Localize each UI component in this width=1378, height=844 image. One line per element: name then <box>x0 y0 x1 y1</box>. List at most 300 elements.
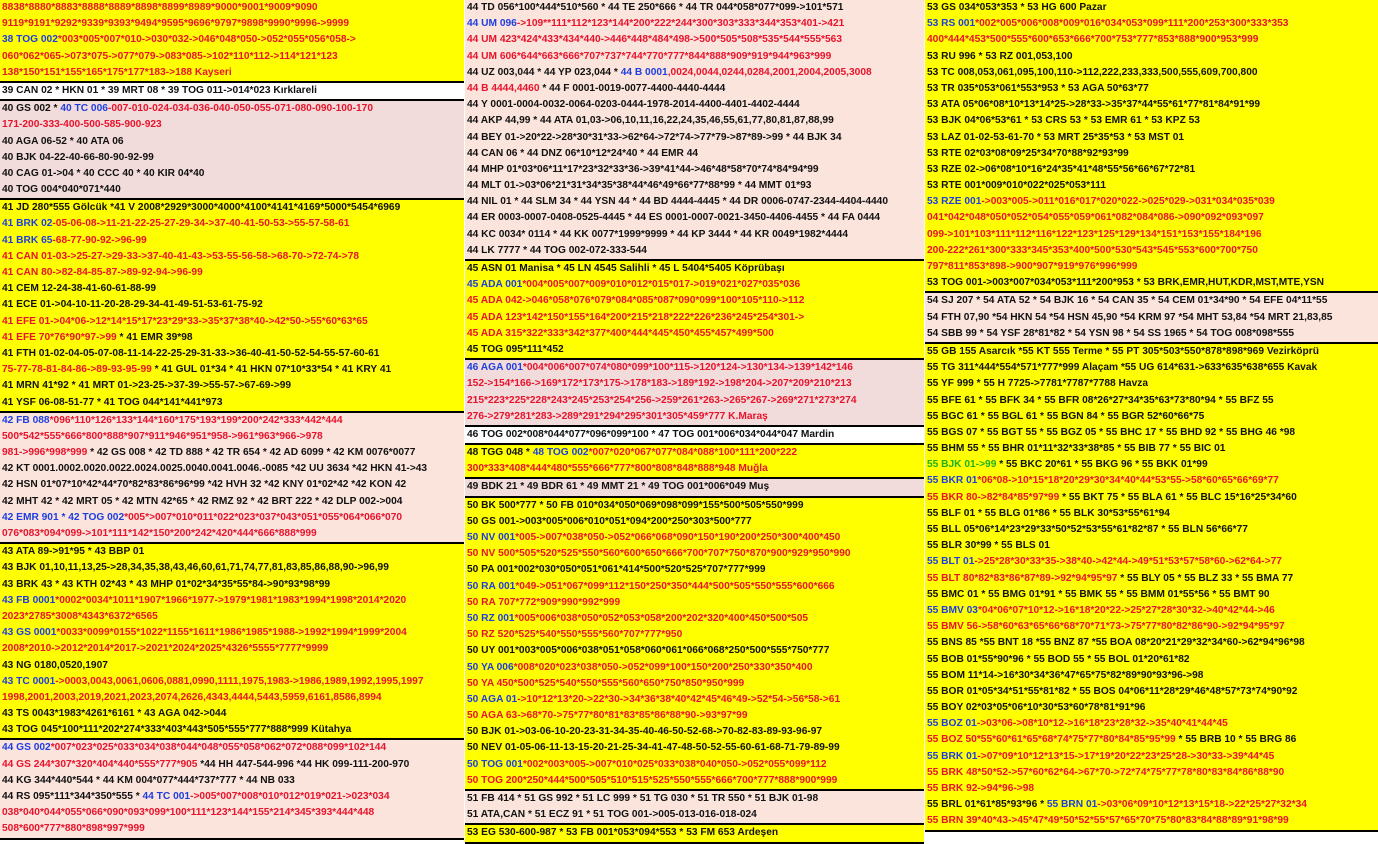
cell-line <box>925 603 1378 619</box>
text-segment: 44 TC 001 <box>142 791 191 802</box>
cell-line <box>0 461 464 477</box>
cell-line <box>465 65 924 81</box>
text-segment: *06*08->10*15*18*20*29*30*34*40*44*53*55->58*60*65*66*69*77 <box>977 475 1279 487</box>
cell-line <box>465 514 924 530</box>
cell-line <box>465 791 924 807</box>
text-segment: 55 BRN 01 <box>1046 799 1098 811</box>
cell-line <box>465 342 924 358</box>
cell-line <box>465 479 924 495</box>
cell-line <box>465 243 924 259</box>
text-segment: *0033*0099*0155*1022*1155*1611*1986*1985*1988->1992*1994*1999*2004 <box>56 627 407 639</box>
text-segment: 43 NG 0180,0520,1907 <box>2 659 108 671</box>
text-segment: *002*005*006*008*009*016*034*053*099*111*200*253*300*333*353 <box>975 18 1289 30</box>
cell-line <box>925 635 1378 651</box>
text-segment: 55 BHM 55 * 55 BHR 01*11*32*33*38*85 * 55 BIB 77 * 55 BIC 01 <box>927 443 1226 455</box>
cell-line <box>0 362 464 378</box>
cell-line <box>465 773 924 789</box>
cell-line <box>925 259 1378 275</box>
text-segment: 53 GS 034*053*353 * 53 HG 600 Pazar <box>927 2 1107 13</box>
text-segment: 55 TG 311*444*554*571*777*999 Alaçam *55 UG 614*631->633*635*638*655 Kavak <box>927 362 1318 374</box>
text-segment: 41 ECE 01->04-10-11-20-28-29-34-41-49-51-53-61-75-92 <box>2 299 263 311</box>
text-segment: * 55 BRB 10 * 55 BRG 86 <box>1175 734 1297 746</box>
text-segment: 55 BGC 61 * 55 BGL 61 * 55 BGN 84 * 55 BGR 52*60*66*75 <box>927 410 1205 422</box>
text-segment: 40 TC 006 <box>60 103 108 115</box>
text-segment: 55 BMV 03 <box>927 604 978 616</box>
text-segment: 152->154*166->169*172*173*175->178*183->189*192->198*204->207*209*210*213 <box>467 378 852 390</box>
text-segment: 50 RZ 001 <box>467 612 515 624</box>
cell-line <box>465 724 924 740</box>
text-segment: ->03*06->08*10*12->16*18*23*28*32->35*40*41*44*45 <box>976 718 1228 730</box>
text-segment: 44 MHP 01*03*06*11*17*23*32*33*36->39*41*44->46*48*58*70*74*84*94*99 <box>467 163 819 175</box>
text-segment: 981->996*998*999 <box>2 447 88 459</box>
text-segment: 41 EFE 70*76*90*97->99 <box>2 331 117 343</box>
cell-line <box>925 130 1378 146</box>
cell-line <box>0 166 464 182</box>
text-segment: 55 BGS 07 * 55 BGT 55 * 55 BGZ 05 * 55 BHC 17 * 55 BHD 92 * 55 BHG 46 *98 <box>927 426 1296 438</box>
text-segment: 46 TOG 002*008*044*077*096*099*100 * 47 TOG 001*006*034*044*047 Mardin <box>467 428 835 440</box>
cell-block <box>925 293 1378 344</box>
text-segment: *005*006*038*050*052*053*058*200*202*320*400*450*500*505 <box>514 612 809 624</box>
text-segment: 55 BNS 85 *55 BNT 18 *55 BNZ 87 *55 BOA 08*20*21*29*32*34*60->62*94*96*98 <box>927 637 1305 649</box>
text-segment: 55 BOM 11*14->16*30*34*36*47*65*75*82*89*90*93*96->98 <box>927 669 1204 681</box>
cell-line <box>925 571 1378 587</box>
cell-line <box>0 577 464 593</box>
column-middle <box>465 0 924 839</box>
cell-line <box>465 261 924 277</box>
text-segment: 171-200-333-400-500-585-900-923 <box>2 119 162 131</box>
cell-line <box>925 65 1378 81</box>
cell-line <box>0 281 464 297</box>
cell-line <box>465 81 924 97</box>
text-segment: ->25*28*30*33*35->38*40->42*44->49*51*53*57*58*60->62*64->77 <box>974 556 1282 568</box>
cell-line <box>465 530 924 546</box>
text-segment: 43 TC 0001 <box>2 675 56 687</box>
text-segment: 55 BRK 92->94*96->98 <box>927 783 1035 794</box>
text-segment: ->07*09*10*12*13*15->17*19*20*22*23*25*28->30*33->39*44*45 <box>977 750 1275 762</box>
text-segment: 43 BJK 01,10,11,13,25->28,34,35,38,43,46,60,61,71,74,77,81,83,85,86,88,90->96,99 <box>2 562 389 574</box>
text-segment: 44 AKP 44,99 * 44 ATA 01,03->06,10,11,16,22,24,35,46,55,61,77,80,81,87,88,99 <box>467 115 834 127</box>
cell-line <box>0 773 464 789</box>
cell-line <box>0 65 464 81</box>
text-segment: 41 MRN 41*92 * 41 MRT 01->23-25->37-39->55-57->67-69->99 <box>2 380 292 392</box>
cell-block <box>0 0 464 83</box>
cell-line <box>925 81 1378 97</box>
text-segment: 53 BJK 04*06*53*61 * 53 CRS 53 * 53 EMR 61 * 53 KPZ 53 <box>927 115 1200 127</box>
cell-block <box>0 200 464 412</box>
cell-line <box>465 277 924 293</box>
cell-line <box>925 310 1378 326</box>
cell-line <box>465 409 924 425</box>
text-segment: *004*005*007*009*010*012*015*017->019*021*027*035*036 <box>522 279 801 291</box>
cell-line <box>0 346 464 362</box>
cell-line <box>465 676 924 692</box>
text-segment: 53 RTE 02*03*08*09*25*34*70*88*92*93*99 <box>927 147 1129 159</box>
text-segment: 40 CAG 01->04 * 40 CCC 40 * 40 KIR 04*40 <box>2 167 205 179</box>
text-segment: 44 MLT 01->03*06*21*31*34*35*38*44*46*49*66*77*88*99 * 44 MMT 01*93 <box>467 180 812 192</box>
text-segment: 400*444*453*500*555*600*653*666*700*753*777*853*888*900*953*999 <box>927 34 1259 46</box>
text-segment: 44 RS 095*111*344*350*555 * <box>2 791 143 802</box>
text-segment: 44 B 0001 <box>620 66 668 78</box>
cell-block <box>0 413 464 545</box>
cell-line <box>925 97 1378 113</box>
text-segment: ,0024,0044,0244,0284,2001,2004,2005,3008 <box>667 66 872 78</box>
cell-line <box>465 692 924 708</box>
text-segment: 40 AGA 06-52 * 40 ATA 06 <box>2 135 124 147</box>
text-segment: 215*223*225*228*243*245*253*254*256->259*261*263->265*267->269*271*273*274 <box>467 394 857 406</box>
text-segment: 44 CAN 06 * 44 DNZ 06*10*12*24*40 * 44 EMR 44 <box>467 147 699 159</box>
text-segment: 55 BLF 01 * 55 BLG 01*86 * 55 BLK 30*53*55*61*94 <box>927 507 1170 519</box>
cell-line <box>465 393 924 409</box>
cell-line <box>0 789 464 805</box>
cell-line <box>925 425 1378 441</box>
cell-line <box>0 378 464 394</box>
cell-line <box>0 249 464 265</box>
cell-line <box>925 538 1378 554</box>
text-segment: 41 CAN 80->82-84-85-87->89-92-94->96-99 <box>2 267 203 278</box>
cell-line <box>0 674 464 690</box>
text-segment: 50 NV 001 <box>467 532 516 543</box>
cell-line <box>0 805 464 821</box>
text-segment: 138*150*151*155*165*175*177*183->188 Kayseri <box>2 66 232 78</box>
cell-line <box>465 740 924 756</box>
text-segment: 55 GB 155 Asarcık *55 KT 555 Terme * 55 PT 305*503*550*878*898*969 Vezirköprü <box>927 345 1319 357</box>
cell-line <box>925 113 1378 129</box>
cell-line <box>925 619 1378 635</box>
text-segment: 55 BLR 30*99 * 55 BLS 01 <box>927 540 1050 552</box>
cell-line <box>465 310 924 326</box>
cell-line <box>0 314 464 330</box>
cell-line <box>465 376 924 392</box>
text-segment: *008*020*023*038*050->052*099*100*150*200*250*330*350*400 <box>513 661 813 673</box>
text-segment: 55 BOR 01*05*34*51*55*81*82 * 55 BOS 04*06*11*28*29*46*48*57*73*74*90*92 <box>927 685 1298 697</box>
text-segment: 41 CEM 12-24-38-41-60-61-88-99 <box>2 283 157 295</box>
text-segment: 55 BOZ 01 <box>927 718 977 730</box>
text-segment: 276->279*281*283->289*291*294*295*301*305*459*777 K.Maraş <box>467 410 768 422</box>
cell-line <box>0 150 464 166</box>
cell-line <box>0 494 464 510</box>
text-segment: 40 GS 002 * <box>2 103 61 115</box>
text-segment: *007*023*025*033*034*038*044*048*055*058*062*072*088*099*102*144 <box>50 742 387 754</box>
text-segment: 44 LK 7777 * 44 TOG 002-072-333-544 <box>467 244 647 256</box>
cell-line <box>465 113 924 129</box>
text-segment: 55 BOY 02*03*05*06*10*30*53*60*78*81*91*96 <box>927 702 1146 714</box>
cell-line <box>925 441 1378 457</box>
text-segment: ->109**111*112*123*144*200*222*244*300*303*333*344*353*401->421 <box>516 18 845 30</box>
text-segment: *004*006*007*074*080*099*100*115->120*124->130*134->139*142*146 <box>522 362 853 374</box>
text-segment: 51 FB 414 * 51 GS 992 * 51 LC 999 * 51 TG 030 * 51 TR 550 * 51 BJK 01-98 <box>467 793 819 804</box>
text-segment: * 44 F 0001-0019-0077-4400-4440-4444 <box>539 82 726 94</box>
text-segment: *003*005*007*010->030*032->046*048*050->052*055*056*058-> <box>57 34 356 46</box>
cell-line <box>0 413 464 429</box>
cell-line <box>0 625 464 641</box>
text-segment: *002*003*005->007*010*025*033*038*040*050->052*055*099*112 <box>522 758 827 770</box>
cell-line <box>0 560 464 576</box>
cell-line <box>0 16 464 32</box>
cell-line <box>925 376 1378 392</box>
text-segment: 50 RA 707*772*909*990*992*999 <box>467 596 621 608</box>
text-segment: 55 BRL 01*61*85*93*96 * <box>927 799 1047 811</box>
text-segment: 40 BJK 04-22-40-66-80-90-92-99 <box>2 151 154 163</box>
cell-line <box>0 445 464 461</box>
cell-line <box>925 194 1378 210</box>
cell-line <box>0 216 464 232</box>
text-segment: 50 BJK 01->03-06-10-20-23-31-34-35-40-46-50-52-68->70-82-83-89-93-96-97 <box>467 726 823 738</box>
text-segment: 44 GS 002 <box>2 742 51 754</box>
text-segment: 50 UY 001*003*005*006*038*051*058*060*061*066*068*250*500*555*750*777 <box>467 645 830 657</box>
text-segment: 060*062*065->073*075->077*079->083*085->102*110*112->114*121*123 <box>2 50 338 62</box>
cell-line <box>925 146 1378 162</box>
text-segment: 55 BRK 01 <box>927 750 978 762</box>
text-segment: ->005*007*008*010*012*019*021->023*034 <box>190 791 390 802</box>
cell-block <box>465 479 924 497</box>
cell-line <box>925 765 1378 781</box>
text-segment: 041*042*048*050*052*054*055*059*061*082*084*086->090*092*093*097 <box>927 212 1264 224</box>
text-segment: 50 BK 500*777 * 50 FB 010*034*050*069*098*099*155*500*505*550*999 <box>467 499 804 511</box>
cell-line <box>925 652 1378 668</box>
text-segment: 43 BRK 43 * 43 KTH 02*43 * 43 MHP 01*02*34*35*55*84->90*93*98*99 <box>2 578 331 590</box>
text-segment: 55 BKR 01 <box>927 475 978 487</box>
text-segment: 076*083*094*099->101*111*142*150*200*242*420*444*666*888*999 <box>2 528 317 539</box>
cell-line <box>925 473 1378 489</box>
text-segment: *44 HH 447-544-996 *44 HK 099-111-200-970 <box>197 758 410 770</box>
cell-line <box>465 579 924 595</box>
cell-line <box>925 813 1378 829</box>
cell-line <box>465 445 924 461</box>
text-segment: *096*110*126*133*144*160*175*193*199*200*242*333*442*444 <box>49 414 343 426</box>
cell-line <box>0 32 464 48</box>
cell-line <box>0 722 464 738</box>
text-segment: 55 BFE 61 * 55 BFK 34 * 55 BFR 08*26*27*34*35*63*73*80*94 * 55 BFZ 55 <box>927 394 1274 406</box>
text-segment: *0002*0034*1011*1907*1966*1977->1979*1981*1983*1994*1998*2014*2020 <box>55 594 407 606</box>
text-segment: 50 NEV 01-05-06-11-13-15-20-21-25-34-41-47-48-50-52-55-60-61-68-71-79-89-99 <box>467 742 840 754</box>
cell-block <box>465 0 924 261</box>
text-segment: 41 FTH 01-02-04-05-07-08-11-14-22-25-29-31-33->36-40-41-50-52-54-55-57-60-61 <box>2 347 380 359</box>
text-segment: *04*06*07*10*12->16*18*20*22->25*27*28*30*32->40*42*44->46 <box>977 604 1275 616</box>
text-segment: -007-010-024-034-036-040-050-055-071-080-090-100-170 <box>107 103 373 115</box>
cell-line <box>0 101 464 117</box>
cell-line <box>925 210 1378 226</box>
text-segment: 53 LAZ 01-02-53-61-70 * 53 MRT 25*35*53 * 53 MST 01 <box>927 131 1185 143</box>
text-segment: 44 GS 244*307*320*404*440*555*777*905 <box>2 758 198 770</box>
cell-line <box>465 627 924 643</box>
cell-line <box>465 825 924 841</box>
cell-line <box>0 83 464 99</box>
text-segment: 43 TS 0043*1983*4261*6161 * 43 AGA 042->044 <box>2 708 227 720</box>
text-segment: 41 EFE 01->04*06->12*14*15*17*23*29*33->35*37*38*40->42*50->55*60*63*65 <box>2 315 368 327</box>
cell-line <box>925 326 1378 342</box>
cell-line <box>0 821 464 837</box>
text-segment: 39 CAN 02 * HKN 01 * 39 MRT 08 * 39 TOG 011->014*023 Kırklareli <box>2 84 317 96</box>
text-segment: 50 YA 006 <box>467 661 514 673</box>
cell-line <box>0 134 464 150</box>
cell-line <box>925 344 1378 360</box>
text-segment: 797*811*853*898->900*907*919*976*996*999 <box>927 261 1138 272</box>
text-segment: 55 BLT 80*82*83*86*87*89->92*94*95*97 <box>927 572 1118 584</box>
text-segment: 42 MHT 42 * 42 MRT 05 * 42 MTN 42*65 * 42 RMZ 92 * 42 BRT 222 * 42 DLP 002->004 <box>2 495 403 507</box>
cell-block <box>0 544 464 740</box>
text-segment: 44 UZ 003,044 * 44 YP 023,044 * <box>467 66 621 78</box>
text-segment: 200-222*261*300*333*345*353*400*500*530*543*545*553*600*700*750 <box>927 244 1258 256</box>
cell-block <box>0 83 464 101</box>
text-segment: 53 RS 001 <box>927 18 976 30</box>
text-segment: 50 TOG 001 <box>467 758 523 770</box>
text-segment: ->003*005->011*016*017*020*022->025*029->031*034*035*039 <box>981 196 1275 208</box>
cell-line <box>465 326 924 342</box>
cell-line <box>0 117 464 133</box>
cell-line <box>465 461 924 477</box>
text-segment: *007*020*067*077*084*088*100*111*200*222 <box>588 447 798 459</box>
text-segment: 41 BRK 65 <box>2 234 53 246</box>
text-segment: * 55 BKT 75 * 55 BLA 61 * 55 BLC 15*16*25*34*60 <box>1059 491 1297 503</box>
cell-line <box>0 395 464 411</box>
cell-line <box>925 16 1378 32</box>
cell-line <box>925 554 1378 570</box>
text-segment: 53 RTE 001*009*010*022*025*053*111 <box>927 180 1107 192</box>
cell-line <box>465 210 924 226</box>
text-segment: 50 AGA 63->68*70->75*77*80*81*83*85*86*88*90->93*97*99 <box>467 710 748 722</box>
text-segment: 55 BLL 05*06*14*23*29*33*50*52*53*55*61*82*87 * 55 BLN 56*66*77 <box>927 524 1248 535</box>
cell-block <box>465 498 924 791</box>
text-segment: 099->101*103*111*112*116*122*123*125*129*134*151*153*155*184*196 <box>927 228 1262 240</box>
text-segment: * 41 EMR 39*98 <box>116 331 193 343</box>
text-segment: 44 KG 344*440*544 * 44 KM 004*077*444*737*777 * 44 NB 033 <box>2 774 295 786</box>
cell-line <box>925 360 1378 376</box>
cell-line <box>465 227 924 243</box>
cell-line <box>465 807 924 823</box>
text-segment: 44 UM 606*644*663*666*707*737*744*770*777*844*888*909*919*944*963*999 <box>467 50 832 62</box>
cell-line <box>925 178 1378 194</box>
text-segment: 44 BEY 01->20*22->28*30*31*33->62*64->72*74->77*79->87*89->99 * 44 BJK 34 <box>467 131 842 143</box>
cell-line <box>925 227 1378 243</box>
cell-block <box>465 261 924 360</box>
text-segment: -68-77-90-92->96-99 <box>52 234 147 246</box>
cell-line <box>925 781 1378 797</box>
cell-block <box>465 445 924 479</box>
cell-line <box>465 97 924 113</box>
text-segment: 42 HSN 01*07*10*42*44*70*82*83*86*96*99 *42 HVH 32 *42 KNY 01*02*42 *42 KON 42 <box>2 479 407 491</box>
text-segment: * 41 GUL 01*34 * 41 HKN 07*10*33*54 * 41 KRY 41 <box>151 364 392 376</box>
text-segment: ->0003,0043,0061,0606,0881,0990,1111,1975,1983->1986,1989,1992,1995,1997 <box>55 675 424 687</box>
cell-line <box>925 522 1378 538</box>
cell-line <box>925 732 1378 748</box>
text-segment: 50 RZ 520*525*540*550*555*560*707*777*950 <box>467 629 683 641</box>
cell-block <box>925 0 1378 293</box>
text-segment: 45 ADA 315*322*333*342*377*400*444*445*450*455*457*499*500 <box>467 327 774 339</box>
cell-line <box>465 595 924 611</box>
cell-line <box>465 660 924 676</box>
cell-line <box>465 130 924 146</box>
text-segment: 55 BOZ 50*55*60*61*65*68*74*75*77*80*84*85*95*99 <box>927 734 1176 746</box>
text-segment: 54 SBB 99 * 54 YSF 28*81*82 * 54 YSN 98 * 54 SS 1965 * 54 TOG 008*098*555 <box>927 327 1295 339</box>
text-segment: 45 ADA 042->046*058*076*079*084*085*087*090*099*100*105*110->112 <box>467 295 805 307</box>
cell-line <box>465 146 924 162</box>
cell-line <box>465 427 924 443</box>
text-segment: 38 TOG 002 <box>2 34 58 46</box>
cell-line <box>0 609 464 625</box>
cell-line <box>925 162 1378 178</box>
cell-line <box>925 275 1378 291</box>
cell-line <box>0 740 464 756</box>
cell-line <box>0 200 464 216</box>
cell-line <box>925 506 1378 522</box>
text-segment: * 55 BKC 20*61 * 55 BKG 96 * 55 BKK 01*99 <box>996 459 1208 471</box>
text-segment: -05-06-08->11-21-22-25-27-29-34->37-40-41-50-53->55-57-58-61 <box>52 218 350 230</box>
text-segment: 55 BMV 56->58*60*63*65*66*68*70*71*73->75*77*80*82*86*90->92*94*95*97 <box>927 621 1285 633</box>
cell-line <box>0 0 464 16</box>
text-segment: 46 AGA 001 <box>467 362 523 374</box>
text-segment: 48 TGG 048 * <box>467 447 533 459</box>
cell-line <box>0 593 464 609</box>
text-segment: 42 KT 0001.0002.0020.0022.0024.0025.0040.0041.0046.-0085 *42 UU 3634 *42 HKN 41->43 <box>2 463 428 475</box>
cell-line <box>925 797 1378 813</box>
cell-block <box>465 360 924 427</box>
text-segment: 53 TC 008,053,061,095,100,110->112,222,233,333,500,555,609,700,800 <box>927 66 1258 78</box>
cell-line <box>465 16 924 32</box>
text-segment: 55 BOB 01*55*90*96 * 55 BOD 55 * 55 BOL 01*20*61*82 <box>927 653 1190 665</box>
text-segment: 41 CAN 01-03->25-27->29-33->37-40-41-43->53-55-56-58->68-70->72-74->78 <box>2 250 360 262</box>
cell-line <box>465 162 924 178</box>
cell-line <box>925 32 1378 48</box>
text-segment: 42 FB 088 <box>2 414 50 426</box>
text-segment: 8838*8880*8883*8888*8889*8898*8899*8989*9000*9001*9009*9090 <box>2 2 318 13</box>
text-segment: 44 KC 0034* 0114 * 44 KK 0077*1999*9999 * 44 KP 3444 * 44 KR 0049*1982*4444 <box>467 228 849 240</box>
cell-line <box>925 0 1378 16</box>
cell-line <box>925 668 1378 684</box>
text-segment: 55 BRK 48*50*52->57*60*62*64->67*70->72*74*75*77*78*80*83*84*86*88*90 <box>927 766 1285 778</box>
text-segment: 1998,2001,2003,2019,2021,2023,2074,2626,4343,4444,5443,5959,6161,8586,8994 <box>2 691 382 703</box>
cell-line <box>0 233 464 249</box>
text-segment: *005*>007*010*011*022*023*037*043*051*055*064*066*070 <box>124 511 403 523</box>
cell-line <box>925 409 1378 425</box>
cell-line <box>0 510 464 526</box>
text-segment: 50 NV 500*505*520*525*550*560*600*650*666*700*707*750*870*900*929*950*990 <box>467 548 851 560</box>
text-segment: 53 ATA 05*06*08*10*13*14*25->28*33->35*37*44*55*61*77*81*84*91*99 <box>927 99 1261 111</box>
cell-line <box>0 297 464 313</box>
text-segment: 2008*2010->2012*2014*2017->2021*2024*2025*4326*5555*7777*9999 <box>2 643 329 655</box>
text-segment: 43 FB 0001 <box>2 594 56 606</box>
text-segment: 55 BRN 39*40*43->45*47*49*50*52*55*57*65*70*75*80*83*84*88*89*91*98*99 <box>927 815 1289 827</box>
cell-line <box>465 293 924 309</box>
text-segment: 50 TOG 200*250*444*500*505*510*515*525*550*555*666*700*777*888*900*999 <box>467 774 838 786</box>
text-segment: 44 UM 423*424*433*434*440->446*448*484*498->500*505*508*535*544*555*563 <box>467 34 843 46</box>
cell-line <box>925 749 1378 765</box>
text-segment: 53 EG 530-600-987 * 53 FB 001*053*094*553 * 53 FM 653 Ardeşen <box>467 827 779 839</box>
text-segment: *005->007*038*050->052*066*068*090*150*190*200*250*300*400*450 <box>515 532 841 543</box>
cell-line <box>465 178 924 194</box>
cell-block <box>0 740 464 839</box>
cell-line <box>465 546 924 562</box>
cell-block <box>0 101 464 200</box>
cell-line <box>925 393 1378 409</box>
cell-block <box>465 825 924 843</box>
cell-line <box>465 643 924 659</box>
cell-line <box>0 49 464 65</box>
text-segment: 49 BDK 21 * 49 BDR 61 * 49 MMT 21 * 49 TOG 001*006*049 Muş <box>467 481 770 493</box>
cell-line <box>465 708 924 724</box>
cell-line <box>0 757 464 773</box>
text-segment: ->03*06*09*10*12*13*15*18->22*25*27*32*34 <box>1097 799 1307 811</box>
cell-line <box>925 49 1378 65</box>
text-segment: 53 TR 035*053*061*553*953 * 53 AGA 50*63*77 <box>927 82 1149 94</box>
text-segment: 44 TD 056*100*444*510*560 * 44 TE 250*666 * 44 TR 044*058*077*099->101*571 <box>467 2 844 13</box>
text-segment: 55 BJK 01->99 <box>927 459 997 471</box>
text-segment: 54 FTH 07,90 *54 HKN 54 *54 HSN 45,90 *54 KRM 97 *54 MHT 53,84 *54 MRT 21,83,85 <box>927 311 1333 323</box>
cell-line <box>465 611 924 627</box>
text-segment: 55 BKR 80->82*84*85*97*99 <box>927 491 1060 503</box>
cell-line <box>925 684 1378 700</box>
text-segment: 44 Y 0001-0004-0032-0064-0203-0444-1978-2014-4400-4401-4402-4444 <box>467 99 800 111</box>
text-segment: 40 TOG 004*040*071*440 <box>2 184 121 196</box>
